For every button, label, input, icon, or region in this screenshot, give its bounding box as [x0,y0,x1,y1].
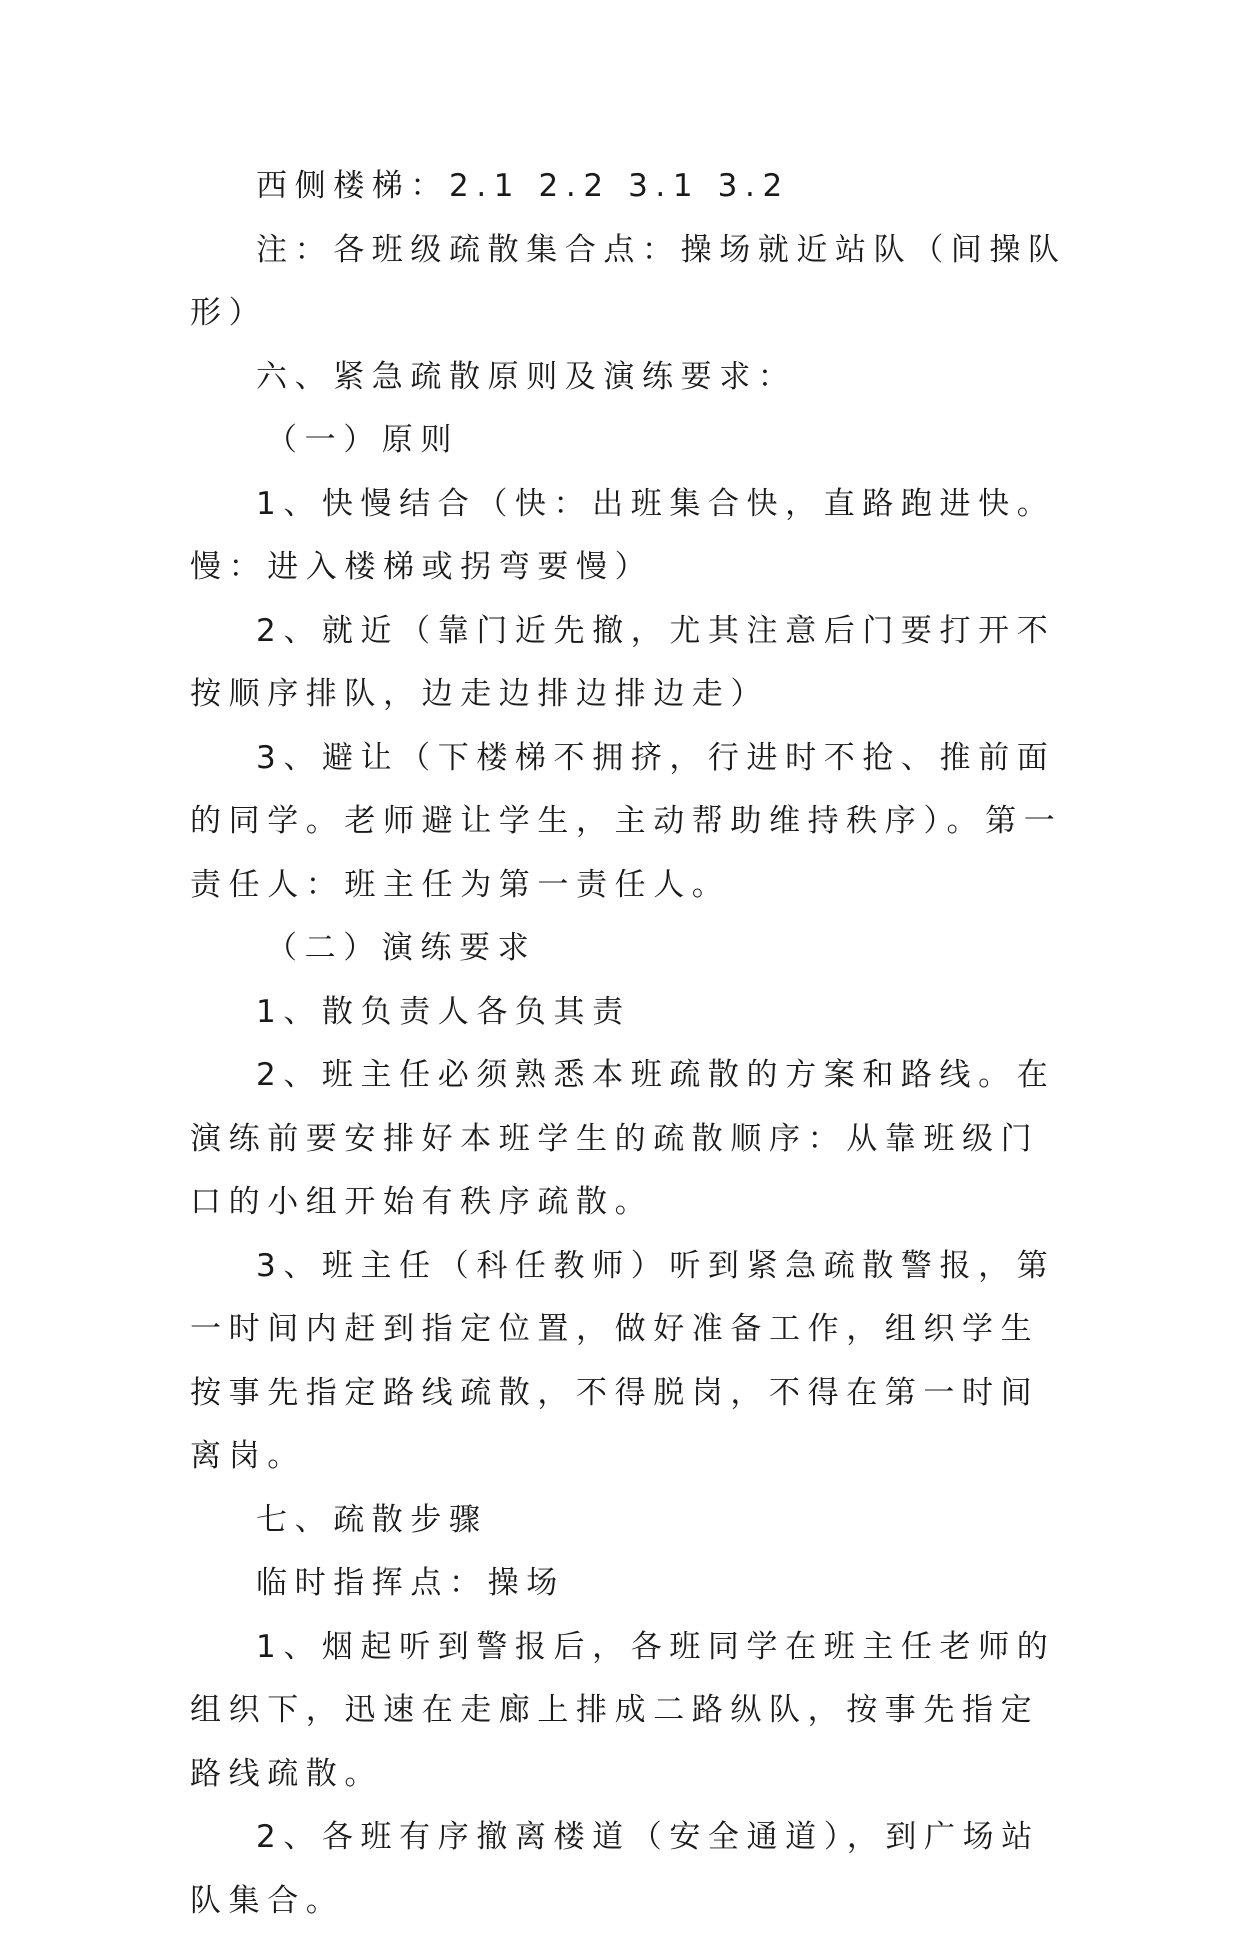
section-heading-evacuation-steps: 七、疏散步骤 [256,1501,488,1538]
paragraph-principle-3: 3、避让（下楼梯不拥挤，行进时不抢、推前面的同学。老师避让学生，主动帮助维持秩序）。第一责任人：班主任为第一责任人。 [190,739,1063,903]
subheading-principles: （一）原则 [266,422,459,458]
paragraph-principle-2: 2、就近（靠门近先撤，尤其注意后门要打开不按顺序排队，边走边排边排边走） [190,612,1056,712]
paragraph-assembly-note: 注：各班级疏散集合点：操场就近站队（间操队形） [190,231,1067,331]
paragraph-requirement-3: 3、班主任（科任教师）听到紧急疏散警报，第一时间内赶到指定位置，做好准备工作，组织学生按事先指定路线疏散，不得脱岗，不得在第一时间离岗。 [190,1247,1056,1474]
paragraph-requirement-1: 1、散负责人各负其责 [256,993,631,1030]
paragraph-principle-1: 1、快慢结合（快：出班集合快，直路跑进快。慢：进入楼梯或拐弯要慢） [190,485,1056,585]
paragraph-step-1: 1、烟起听到警报后，各班同学在班主任老师的组织下，迅速在走廊上排成二路纵队，按事先指定路线疏散。 [190,1628,1056,1792]
paragraph-west-stairs: 西侧楼梯：2.1 2.2 3.1 3.2 [256,168,790,204]
section-heading-principles-requirements: 六、紧急疏散原则及演练要求： [256,358,797,395]
paragraph-requirement-2: 2、班主任必须熟悉本班疏散的方案和路线。在演练前要安排好本班学生的疏散顺序：从靠班级门口的小组开始有秩序疏散。 [190,1057,1056,1220]
document-body [190,155,1070,1933]
subheading-drill-requirements: （二）演练要求 [266,930,537,966]
paragraph-step-2: 2、各班有序撤离楼道（安全通道），到广场站队集合。 [190,1819,1040,1919]
paragraph-command-point: 临时指挥点：操场 [256,1565,565,1601]
